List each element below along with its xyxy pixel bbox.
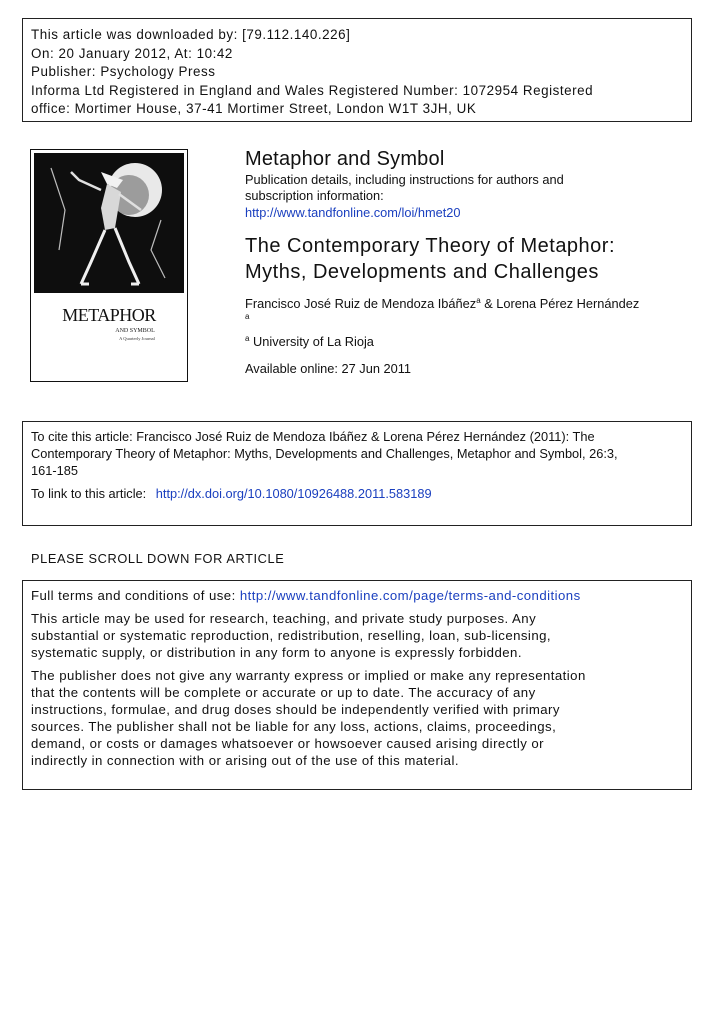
author-name: Francisco José Ruiz de Mendoza Ibáñez xyxy=(245,295,477,311)
publication-details: subscription information: xyxy=(245,188,384,204)
terms-label: Full terms and conditions of use: xyxy=(31,588,240,603)
paragraph-line: instructions, formulae, and drug doses should be independently verified with primary xyxy=(31,702,560,717)
publication-details: Publication details, including instructions for authors and xyxy=(245,172,564,187)
citation-box xyxy=(22,421,692,526)
paragraph-line: systematic supply, or distribution in any form to anyone is expressly forbidden. xyxy=(31,645,522,660)
citation-line: 161-185 xyxy=(31,463,78,478)
affiliation-name: University of La Rioja xyxy=(249,333,374,349)
journal-link[interactable]: http://www.tandfonline.com/loi/hmet20 xyxy=(245,204,461,220)
paragraph-line: The publisher does not give any warranty express or implied or make any representation xyxy=(31,668,586,683)
cover-subtitle: AND SYMBOL xyxy=(115,328,155,334)
author-affiliation-marker: a xyxy=(476,295,481,305)
download-line: Informa Ltd Registered in England and Wales Registered Number: 1072954 Registered xyxy=(31,82,594,98)
article-link-label: To link to this article: xyxy=(31,486,147,501)
affiliation xyxy=(245,334,695,349)
article-header xyxy=(245,146,695,376)
article-title xyxy=(245,233,695,286)
paragraph-line: demand, or costs or damages whatsoever or howsoever caused arising directly or xyxy=(31,736,545,751)
author-name: & Lorena Pérez Hernández xyxy=(480,295,640,311)
article-doi-link[interactable]: http://dx.doi.org/10.1080/10926488.2011.583189 xyxy=(155,486,432,501)
cover-tagline: A Quarterly Journal xyxy=(119,336,155,341)
journal-title: Metaphor and Symbol xyxy=(245,148,445,170)
paragraph-line: This article may be used for research, teaching, and private study purposes. Any xyxy=(31,611,537,626)
terms-link[interactable]: http://www.tandfonline.com/page/terms-and-conditions xyxy=(239,588,581,603)
cover-title: METAPHOR xyxy=(62,305,156,325)
article-link-row xyxy=(31,485,683,502)
author-affiliation-marker: a xyxy=(245,311,250,321)
download-line: Publisher: Psychology Press xyxy=(31,64,216,80)
paragraph-line: sources. The publisher shall not be liable for any loss, actions, claims, proceedings, xyxy=(31,719,557,734)
download-line: This article was downloaded by: [79.112.140.226] xyxy=(31,27,351,42)
disclaimer-paragraph xyxy=(31,667,683,769)
paragraph-line: substantial or systematic reproduction, redistribution, reselling, loan, sub-licensing, xyxy=(31,628,551,643)
citation-line: To cite this article: Francisco José Ruiz de Mendoza Ibáñez & Lorena Pérez Hernández (2011): The xyxy=(31,429,595,444)
article-title-line: The Contemporary Theory of Metaphor: xyxy=(245,234,616,257)
download-info-box xyxy=(22,18,692,122)
paragraph-line: indirectly in connection with or arising out of the use of this material. xyxy=(31,753,459,768)
download-line: On: 20 January 2012, At: 10:42 xyxy=(31,45,233,61)
article-title-line: Myths, Developments and Challenges xyxy=(245,261,599,284)
usage-paragraph xyxy=(31,610,683,661)
journal-cover-image xyxy=(30,149,188,382)
authors xyxy=(245,293,695,312)
download-line: office: Mortimer House, 37-41 Mortimer Street, London W1T 3JH, UK xyxy=(31,101,477,117)
terms-box xyxy=(22,580,692,790)
scroll-down-note: PLEASE SCROLL DOWN FOR ARTICLE xyxy=(31,551,285,566)
citation-line: Contemporary Theory of Metaphor: Myths, Developments and Challenges, Metaphor and Symbol, 26:3, xyxy=(31,446,618,461)
paragraph-line: that the contents will be complete or accurate or up to date. The accuracy of any xyxy=(31,685,536,700)
available-online-date: Available online: 27 Jun 2011 xyxy=(245,360,412,376)
cover-artwork xyxy=(31,150,187,381)
terms-row xyxy=(31,587,683,604)
affiliation-marker: a xyxy=(245,333,250,343)
